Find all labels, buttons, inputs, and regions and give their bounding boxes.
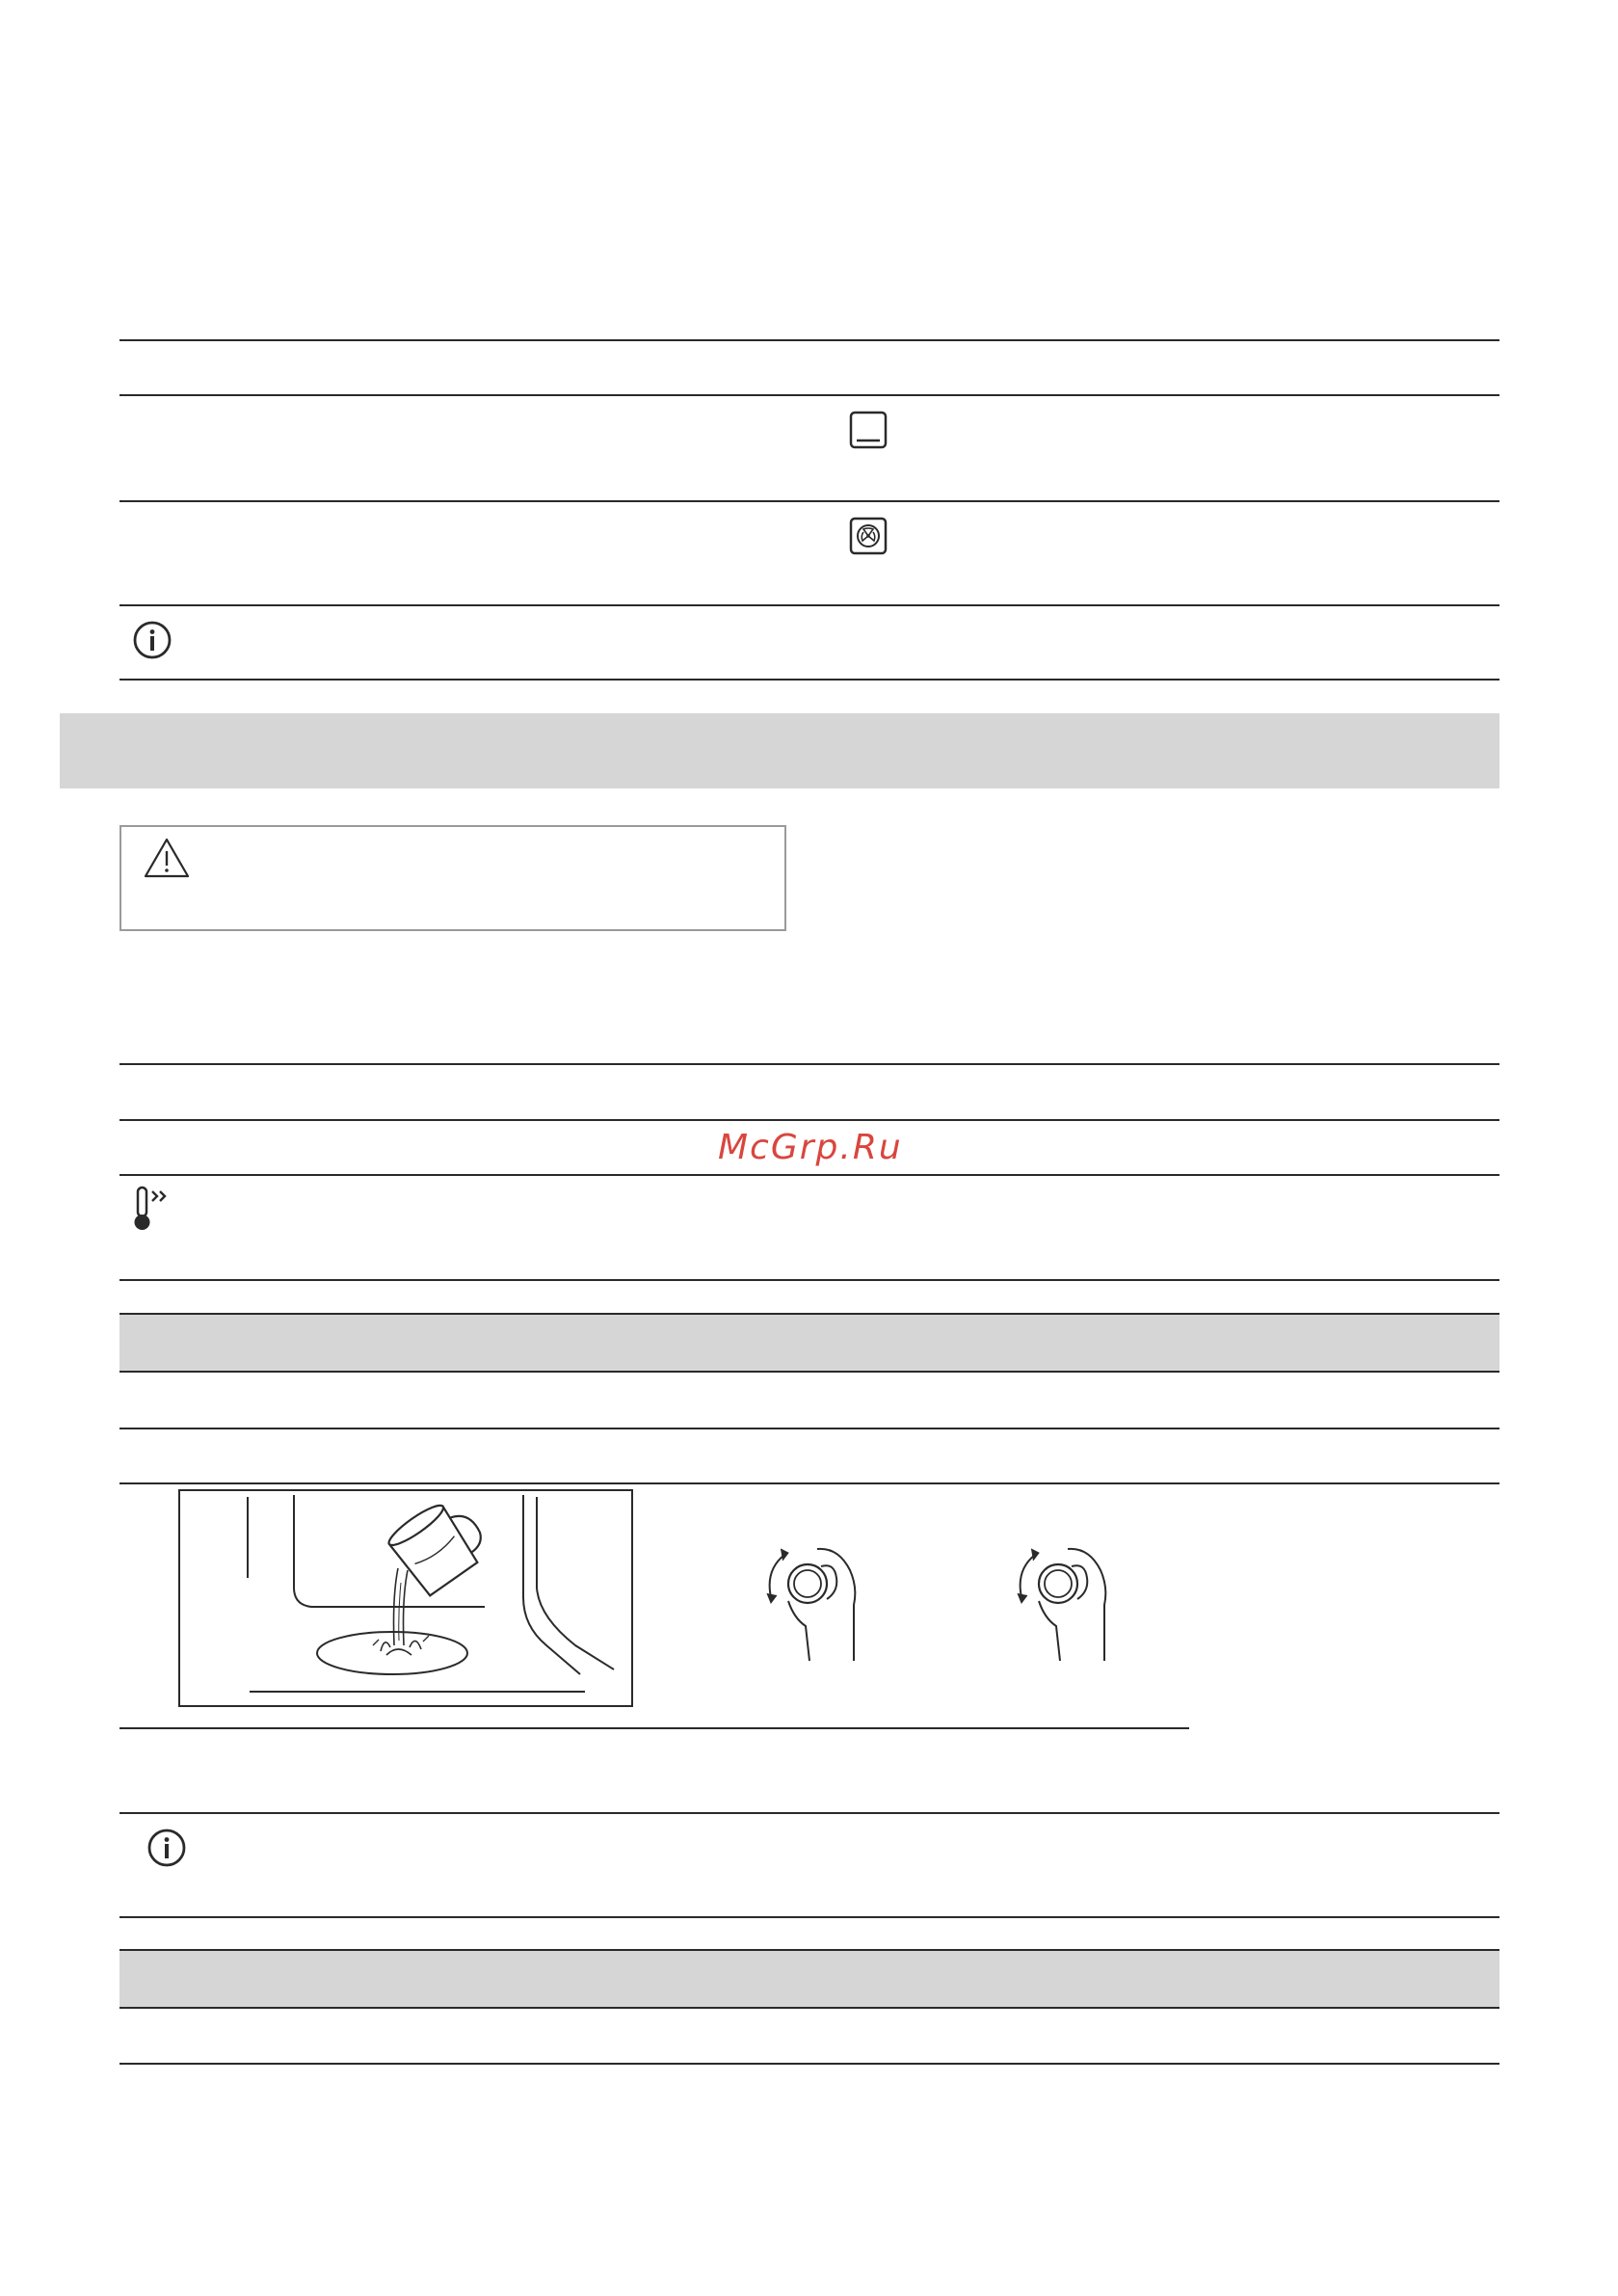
table-header-band bbox=[119, 1951, 1499, 2007]
table-bottom-rule bbox=[119, 679, 1499, 681]
pouring-water-illustration bbox=[178, 1489, 633, 1707]
table-row-rule bbox=[119, 1119, 1499, 1121]
oven-top-heat-icon bbox=[849, 411, 888, 449]
figure-bottom-rule bbox=[119, 1727, 1189, 1729]
watermark-text: McGrp.Ru bbox=[718, 1128, 903, 1167]
info-icon bbox=[132, 620, 172, 660]
info-icon bbox=[146, 1828, 187, 1868]
table-row-rule bbox=[119, 604, 1499, 606]
thermometer-fast-heat-icon bbox=[129, 1186, 177, 1234]
table-top-rule bbox=[119, 1063, 1499, 1065]
knob-turn-right-illustration bbox=[1012, 1537, 1118, 1663]
warning-box bbox=[119, 825, 786, 931]
oven-fan-icon bbox=[849, 517, 888, 555]
info-top-rule bbox=[119, 1812, 1499, 1814]
table-row-rule bbox=[119, 500, 1499, 502]
warning-triangle-icon bbox=[143, 837, 191, 879]
table-header-band bbox=[119, 1315, 1499, 1371]
table-row-rule bbox=[119, 1428, 1499, 1429]
info-bottom-rule bbox=[119, 1916, 1499, 1918]
table-top-rule bbox=[119, 339, 1499, 341]
table-row-rule bbox=[119, 1482, 1499, 1484]
table-row-rule bbox=[119, 2007, 1499, 2009]
table-row-rule bbox=[119, 1174, 1499, 1176]
table-row-rule bbox=[119, 1371, 1499, 1373]
knob-turn-left-illustration bbox=[761, 1537, 867, 1663]
table-row-rule bbox=[119, 394, 1499, 396]
table-bottom-rule bbox=[119, 1279, 1499, 1281]
section-header-band bbox=[60, 713, 1499, 788]
table-bottom-rule bbox=[119, 2063, 1499, 2065]
